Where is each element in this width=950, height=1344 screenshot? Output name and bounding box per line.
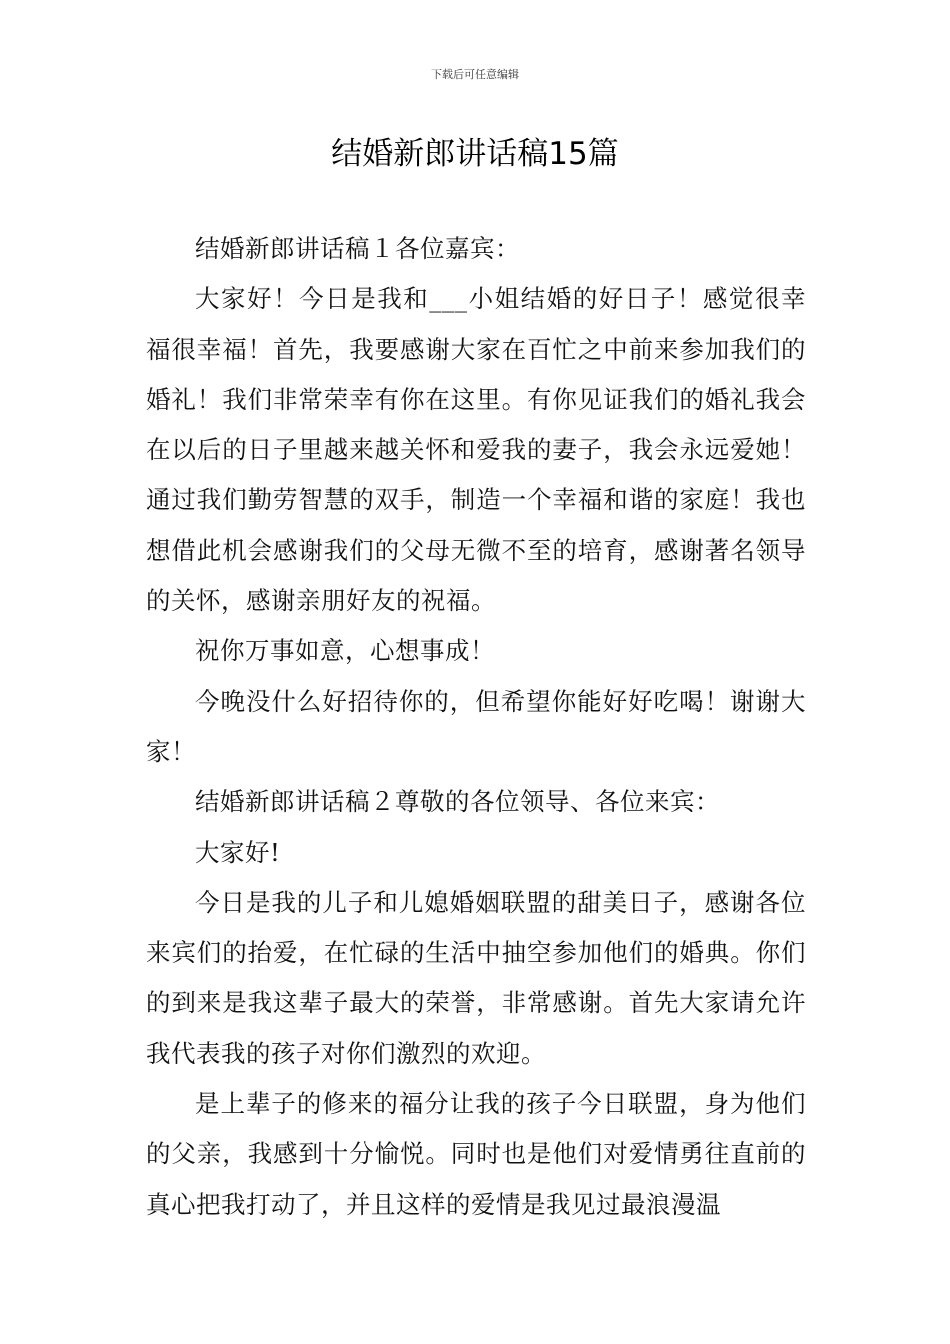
- paragraph: 是上辈子的修来的福分让我的孩子今日联盟，身为他们的父亲，我感到十分愉悦。同时也是他们对爱情勇往直前的真心把我打动了，并且这样的爱情是我见过最浪漫温: [146, 1089, 806, 1219]
- paragraph: 大家好！今日是我和___小姐结婚的好日子！感觉很幸福很幸福！首先，我要感谢大家在百忙之中前来参加我们的婚礼！我们非常荣幸有你在这里。有你见证我们的婚礼我会在以后的日子里越来越关怀和爱我的妻子，我会永远爱她！通过我们勤劳智慧的双手，制造一个幸福和谐的家庭！我也想借此机会感谢我们的父母无微不至的培育，感谢著名领导的关怀，感谢亲朋好友的祝福。: [146, 284, 806, 616]
- paragraph: 大家好!: [195, 837, 281, 867]
- document-body: [146, 224, 806, 1230]
- paragraph: 结婚新郎讲话稿２尊敬的各位领导、各位来宾：: [195, 787, 720, 817]
- paragraph: 结婚新郎讲话稿１各位嘉宾：: [195, 234, 520, 263]
- paragraph: 今日是我的儿子和儿媳婚姻联盟的甜美日子，感谢各位来宾们的抬爱，在忙碌的生活中抽空参加他们的婚典。你们的到来是我这辈子最大的荣誉，非常感谢。首先大家请允许我代表我的孩子对你们激烈的欢迎。: [146, 887, 806, 1068]
- paragraph: 今晚没什么好招待你的，但希望你能好好吃喝！谢谢大家！: [146, 686, 806, 766]
- header-note: 下载后可任意编辑: [431, 68, 519, 81]
- paragraph: 祝你万事如意，心想事成！: [195, 636, 495, 666]
- page-title: 结婚新郎讲话稿15篇: [331, 136, 619, 172]
